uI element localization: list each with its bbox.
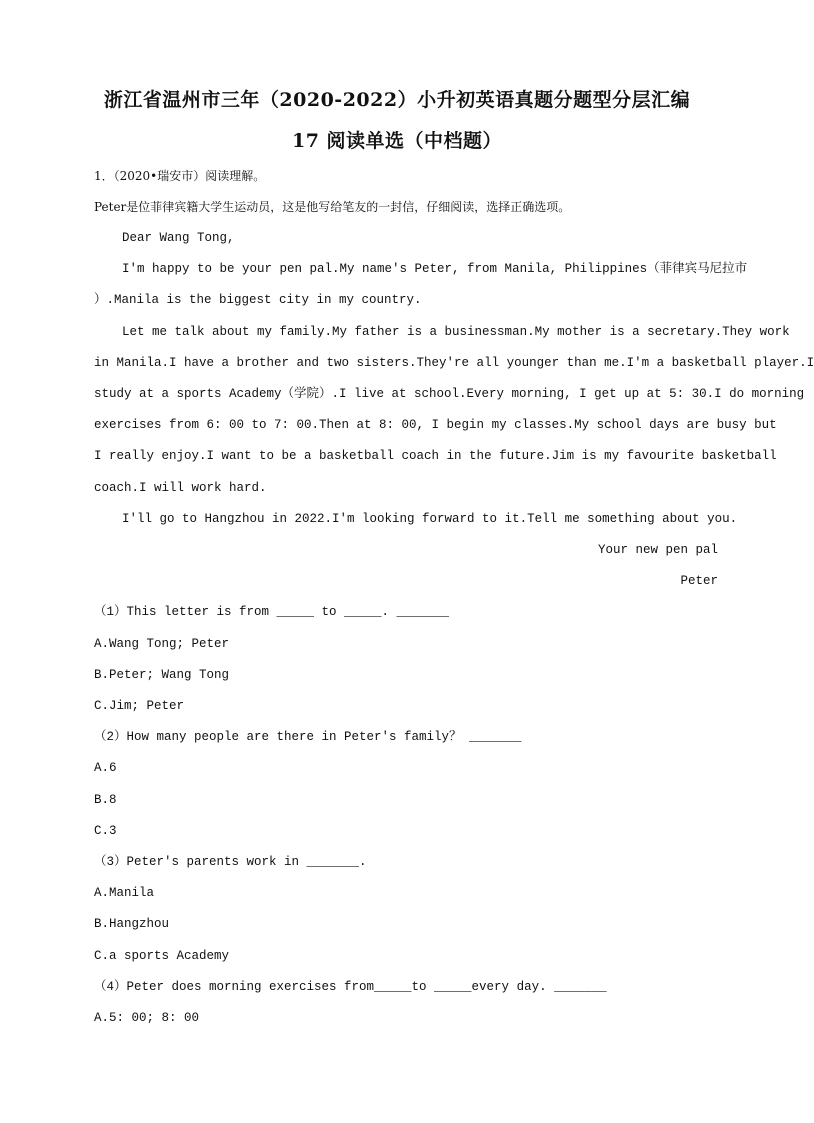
answer-option: C.a sports Academy <box>94 949 230 963</box>
answer-option: C.Jim; Peter <box>94 699 185 713</box>
question-stem: （3）Peter's parents work in _______. <box>94 855 367 869</box>
letter-greeting: Dear Wang Tong, <box>122 231 235 245</box>
answer-option: A.6 <box>94 761 117 775</box>
answer-option: A.5: 00; 8: 00 <box>94 1011 200 1025</box>
document-subtitle: 17 阅读单选（中档题） <box>291 130 503 152</box>
answer-option: C.3 <box>94 824 117 838</box>
passage-intro: Peter是位菲律宾籍大学生运动员，这是他写给笔友的一封信，仔细阅读，选择正确选项。 <box>94 200 571 214</box>
question-stem: （2）How many people are there in Peter's family？ _______ <box>94 730 522 744</box>
letter-signature: Peter <box>680 574 718 588</box>
letter-paragraph-line: study at a sports Academy（学院）.I live at school.Every morning, I get up at 5: 30.I do morning <box>94 387 805 401</box>
letter-paragraph-line: I'm happy to be your pen pal.My name's Peter, from Manila, Philippines（菲律宾马尼拉市 <box>122 262 748 276</box>
answer-option: B.Peter; Wang Tong <box>94 668 230 682</box>
letter-paragraph-line: Let me talk about my family.My father is a businessman.My mother is a secretary.They work <box>122 325 790 339</box>
letter-closing: Your new pen pal <box>597 543 718 557</box>
answer-option: A.Manila <box>94 886 155 900</box>
question-stem: （1）This letter is from _____ to _____. _______ <box>94 605 450 619</box>
answer-option: B.8 <box>94 793 117 807</box>
question-stem: （4）Peter does morning exercises from_____to _____every day. _______ <box>94 980 607 994</box>
letter-paragraph-line: I really enjoy.I want to be a basketball coach in the future.Jim is my favourite basketball <box>94 449 777 463</box>
question-header: 1．（2020•瑞安市）阅读理解。 <box>94 169 266 183</box>
letter-paragraph-line: exercises from 6: 00 to 7: 00.Then at 8: 00, I begin my classes.My school days are busy but <box>94 418 777 432</box>
letter-paragraph-line: I'll go to Hangzhou in 2022.I'm looking forward to it.Tell me something about you. <box>122 512 738 526</box>
document-title: 浙江省温州市三年（2020-2022）小升初英语真题分题型分层汇编 <box>103 89 691 111</box>
letter-paragraph-line: ）.Manila is the biggest city in my country. <box>94 293 422 307</box>
answer-option: B.Hangzhou <box>94 917 170 931</box>
answer-option: A.Wang Tong; Peter <box>94 637 230 651</box>
letter-paragraph-line: in Manila.I have a brother and two sisters.They're all younger than me.I'm a basketball player.I <box>94 356 814 370</box>
letter-paragraph-line: coach.I will work hard. <box>94 481 267 495</box>
